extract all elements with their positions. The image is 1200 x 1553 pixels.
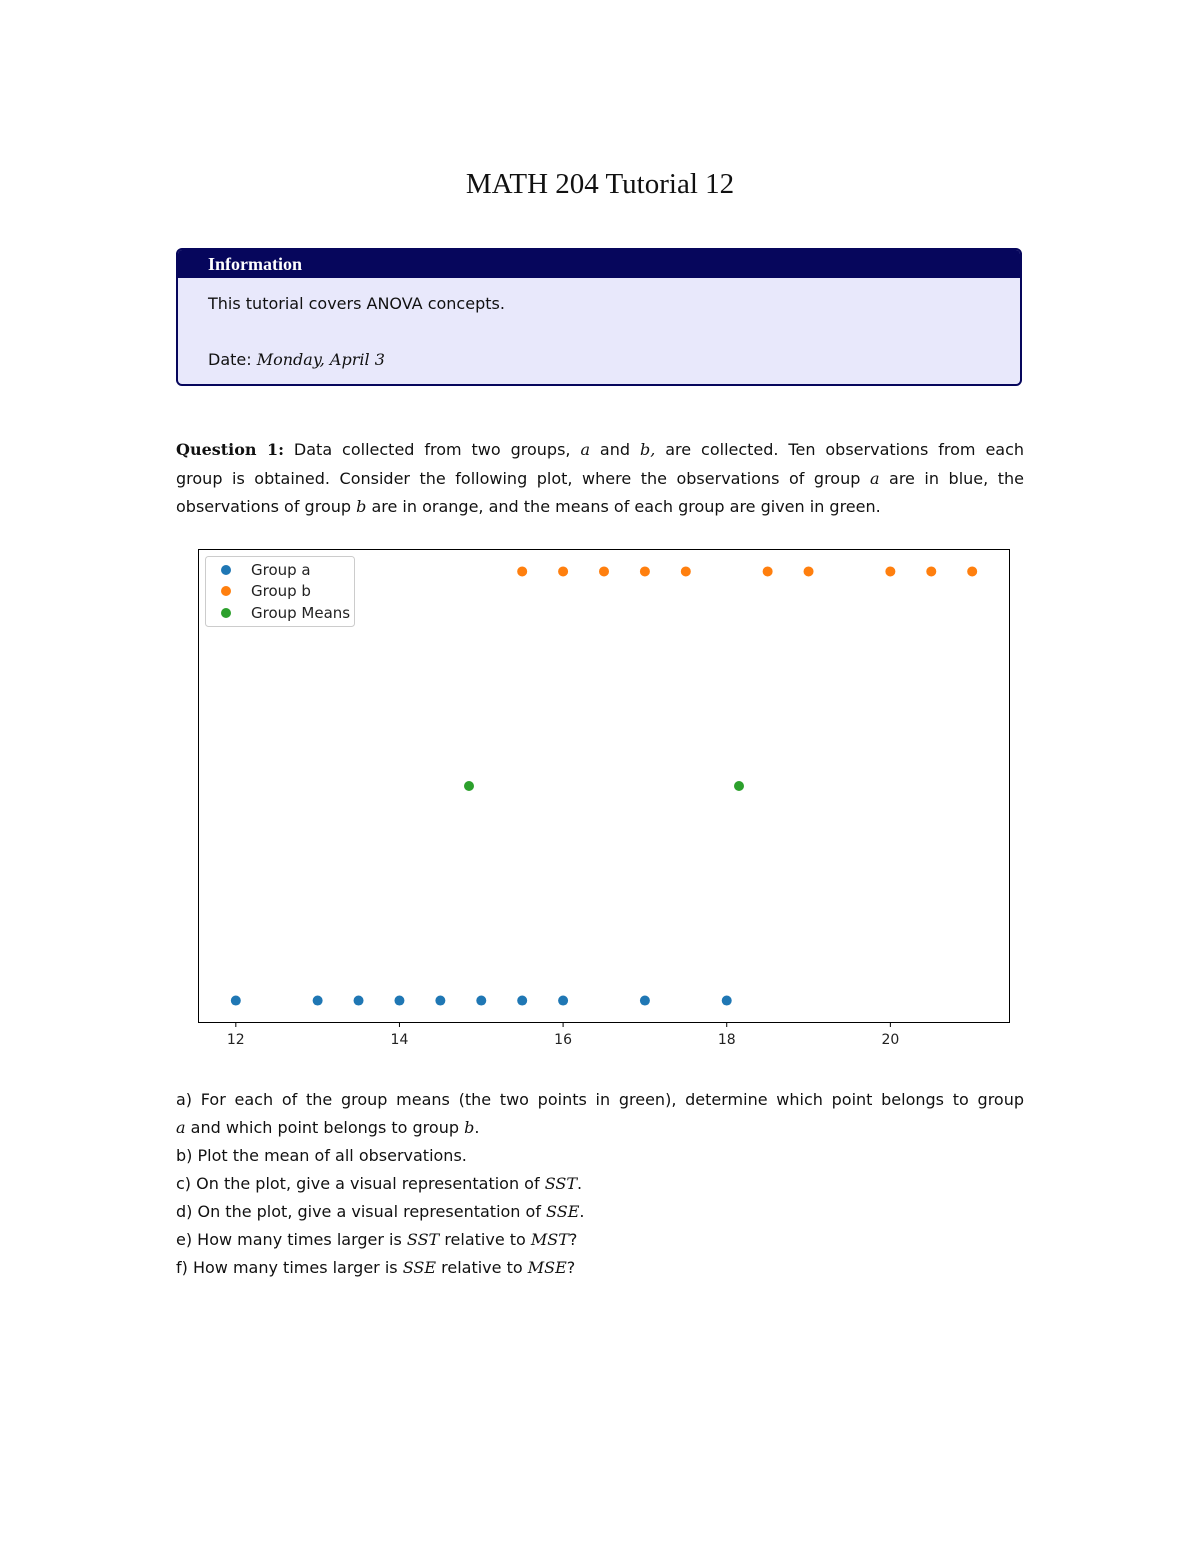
x-tick-label: 20: [881, 1032, 900, 1048]
item-text: .: [577, 1174, 583, 1193]
math-var: SSE: [546, 1202, 580, 1221]
group-b-point: [804, 566, 814, 576]
math-var: b,: [639, 440, 656, 459]
group-b-point: [763, 566, 773, 576]
group-means-point: [734, 781, 744, 791]
legend-marker-group-means: [221, 608, 231, 618]
x-tick-label: 12: [226, 1032, 245, 1048]
group-b-point: [558, 566, 568, 576]
group-b-point: [681, 566, 691, 576]
item-text: and which point belongs to group: [190, 1118, 459, 1137]
group-b-point: [926, 566, 936, 576]
legend-label-group-a: Group a: [251, 561, 311, 579]
math-var: a: [176, 1118, 186, 1137]
question-items: [176, 1086, 1024, 1282]
group-means-point: [464, 781, 474, 791]
question-text: are collected. Ten observations from each: [665, 440, 1025, 459]
item-e: [176, 1226, 1024, 1254]
info-description: This tutorial covers ANOVA concepts.: [208, 294, 505, 313]
math-var: a: [580, 440, 590, 459]
question-text: Data collected from two groups,: [293, 440, 571, 459]
group-a-point: [476, 996, 486, 1006]
question-text: and: [599, 440, 631, 459]
date-value: Monday, April 3: [256, 350, 385, 369]
legend-label-group-b: Group b: [251, 582, 311, 600]
group-a-point: [435, 996, 445, 1006]
item-f: [176, 1254, 1024, 1282]
item-c: [176, 1170, 1024, 1198]
math-var: b: [356, 497, 367, 516]
item-text: e) How many times larger is: [176, 1230, 402, 1249]
item-a-line-2: [176, 1114, 1024, 1142]
math-var: SSE: [402, 1258, 437, 1277]
group-a-point: [722, 996, 732, 1006]
math-var: b: [464, 1118, 475, 1137]
legend: [206, 557, 355, 627]
math-var: SST: [406, 1230, 440, 1249]
group-a-point: [558, 996, 568, 1006]
item-text: relative to: [441, 1258, 523, 1277]
math-var: MST: [530, 1230, 569, 1249]
group-b-point: [640, 566, 650, 576]
group-a-point: [640, 996, 650, 1006]
group-b-point: [599, 566, 609, 576]
group-b-point: [517, 566, 527, 576]
math-var: MSE: [527, 1258, 567, 1277]
question-label: Question 1:: [176, 440, 284, 459]
item-a-line-1: a) For each of the group means (the two points in green), determine which point belongs to group: [176, 1090, 1024, 1109]
question-text: are in orange, and the means of each group are given in green.: [371, 497, 881, 516]
item-text: ?: [566, 1258, 576, 1277]
group-a-point: [231, 996, 241, 1006]
group-a-point: [394, 996, 404, 1006]
item-text: relative to: [444, 1230, 526, 1249]
item-b: b) Plot the mean of all observations.: [176, 1146, 467, 1165]
legend-marker-group-b: [221, 586, 231, 596]
item-text: ?: [568, 1230, 578, 1249]
question-text: observations of group: [176, 497, 352, 516]
page-title: MATH 204 Tutorial 12: [465, 168, 735, 200]
item-text: d) On the plot, give a visual representation of: [176, 1202, 541, 1221]
math-var: SST: [544, 1174, 577, 1193]
question-text: group is obtained. Consider the following plot, where the observations of group: [176, 468, 861, 488]
legend-label-group-means: Group Means: [251, 604, 351, 622]
item-text: c) On the plot, give a visual representation of: [176, 1174, 540, 1193]
x-tick-label: 14: [390, 1032, 409, 1048]
group-b-point: [967, 566, 977, 576]
item-text: .: [474, 1118, 480, 1137]
math-var: a: [869, 468, 880, 488]
legend-marker-group-a: [221, 565, 231, 575]
x-tick-label: 18: [717, 1032, 736, 1048]
x-axis: [227, 1022, 899, 1048]
question-text: are in blue, the: [889, 468, 1024, 488]
x-tick-label: 16: [554, 1032, 573, 1048]
date-label: Date:: [208, 350, 252, 369]
item-d: [176, 1198, 1024, 1226]
group-a-point: [517, 996, 527, 1006]
info-heading: Information: [178, 250, 1020, 278]
group-a-point: [354, 996, 364, 1006]
item-text: f) How many times larger is: [176, 1258, 398, 1277]
item-text: .: [579, 1202, 585, 1221]
group-b-point: [885, 566, 895, 576]
group-a-point: [313, 996, 323, 1006]
